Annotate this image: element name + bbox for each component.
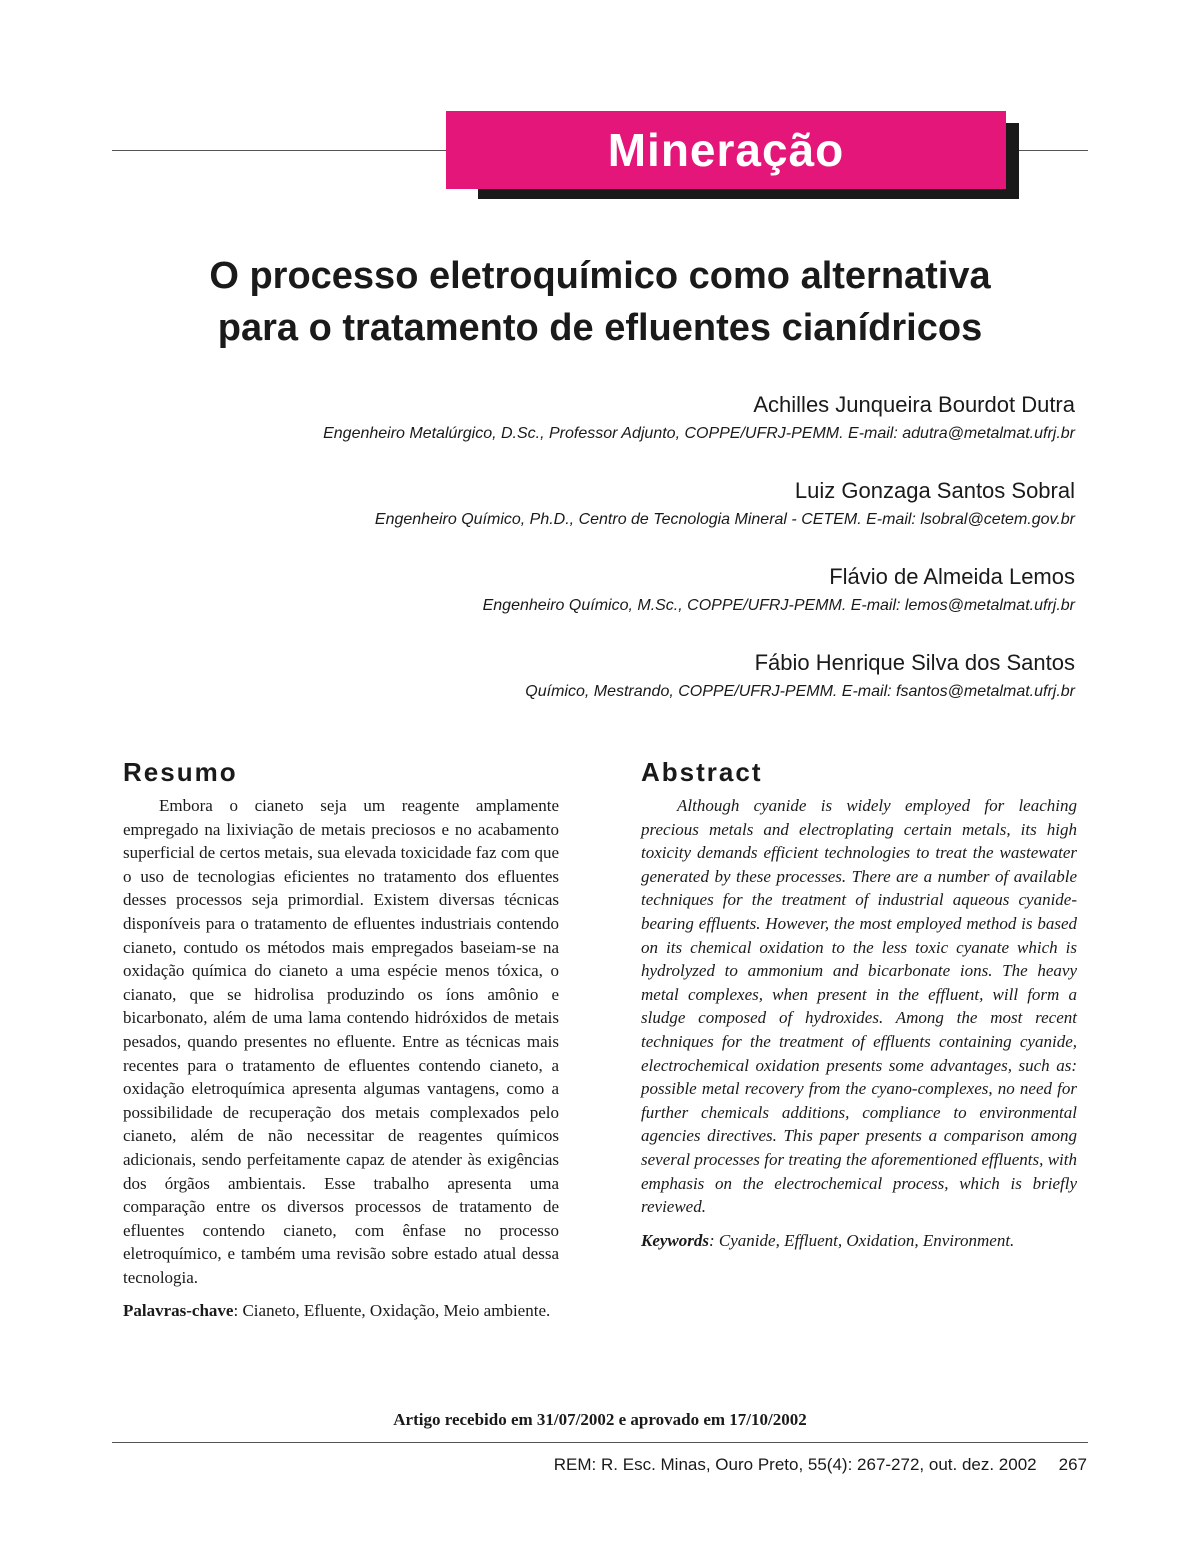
journal-citation: REM: R. Esc. Minas, Ouro Preto, 55(4): 267-272, out. dez. 2002 bbox=[553, 1455, 1037, 1474]
section-banner-label: Mineração bbox=[607, 124, 845, 176]
author-affiliation: Químico, Mestrando, COPPE/UFRJ-PEMM. E-mail: fsantos@metalmat.ufrj.br bbox=[525, 683, 1075, 700]
article-title bbox=[100, 250, 1100, 354]
resumo-heading: Resumo bbox=[123, 757, 238, 787]
footer-rule bbox=[112, 1442, 1088, 1443]
abstract-keywords-list: : Cyanide, Effluent, Oxidation, Environment. bbox=[709, 1230, 1015, 1250]
resumo-keywords-list: : Cianeto, Efluente, Oxidação, Meio ambiente. bbox=[233, 1301, 551, 1321]
abstract-keywords bbox=[641, 1229, 1077, 1253]
author-name: Luiz Gonzaga Santos Sobral bbox=[794, 478, 1075, 503]
author-block-2 bbox=[375, 477, 1075, 532]
resumo-body: Embora o cianeto seja um reagente amplamente empregado na lixiviação de metais preciosos e no acabamento superficial de certos metais, sua elevada toxicidade faz com que o uso de tecnologias eficientes no tratamento dos efluentes desses processos seja primordial. Existem diversas técnicas disponíveis para o tratamento de efluentes industriais contendo cianeto, contudo os métodos mais empregados baseiam-se na oxidação química do cianeto a uma espécie menos tóxica, o cianato, que se hidrolisa produzindo os íons amônio e bicarbonato, além de uma lama contendo hidróxidos de metais pesados, quando presentes no efluente. Entre as técnicas mais recentes para o tratamento de efluentes contendo cianeto, a oxidação eletroquímica apresenta algumas vantagens, como a possibilidade de recuperação dos metais complexados pelo cianeto, além de não necessitar de reagentes químicos adicionais, sendo perfeitamente capaz de atender às exigências dos órgãos ambientais. Esse trabalho apresenta uma comparação entre os diversos processos de tratamento de efluentes contendo cianeto, com ênfase no processo eletroquímico, e também uma revisão sobre estado atual dessa tecnologia. bbox=[123, 796, 559, 1287]
author-affiliation: Engenheiro Químico, M.Sc., COPPE/UFRJ-PEMM. E-mail: lemos@metalmat.ufrj.br bbox=[482, 597, 1075, 614]
author-name: Fábio Henrique Silva dos Santos bbox=[754, 650, 1075, 675]
resumo-keywords bbox=[123, 1299, 559, 1323]
footer bbox=[554, 1455, 1087, 1475]
author-affiliation: Engenheiro Metalúrgico, D.Sc., Professor Adjunto, COPPE/UFRJ-PEMM. E-mail: adutra@metalmat.ufrj.br bbox=[323, 425, 1075, 442]
received-approved-line: Artigo recebido em 31/07/2002 e aprovado em 17/10/2002 bbox=[393, 1410, 807, 1429]
abstract-keywords-label: Keywords bbox=[641, 1230, 709, 1250]
section-banner bbox=[446, 111, 1006, 189]
resumo-keywords-label: Palavras-chave bbox=[123, 1301, 234, 1321]
header-rule-left bbox=[112, 150, 446, 151]
author-block-3 bbox=[483, 563, 1075, 618]
author-block-1 bbox=[323, 391, 1075, 446]
abstract-body: Although cyanide is widely employed for leaching precious metals and electroplating certain metals, its high toxicity demands efficient technologies to treat the wastewater generated by these processes. There are a number of available techniques for the treatment of industrial aqueous cyanide-bearing effluents. However, the most employed method is based on its chemical oxidation to the less toxic cyanate which is hydrolyzed to ammonium and bicarbonate ions. The heavy metal complexes, when present in the effluent, will form a sludge composed of hydroxides. Among the most recent techniques for the treatment of effluents containing cyanide, electrochemical oxidation presents some advantages, such as: possible metal recovery from the cyano-complexes, no need for further chemicals additions, compliance to environmental agencies directives. This paper presents a comparison among several processes for treating the aforementioned effluents, with emphasis on the electrochemical process, which is briefly reviewed. bbox=[641, 796, 1077, 1217]
title-line-1: O processo eletroquímico como alternativa bbox=[209, 255, 991, 297]
author-block-4 bbox=[525, 649, 1075, 704]
author-name: Flávio de Almeida Lemos bbox=[829, 564, 1075, 589]
header-rule-right bbox=[1019, 150, 1088, 151]
page-number: 267 bbox=[1058, 1455, 1087, 1474]
resumo-column bbox=[123, 794, 559, 1323]
title-line-2: para o tratamento de efluentes cianídricos bbox=[217, 307, 983, 349]
author-name: Achilles Junqueira Bourdot Dutra bbox=[753, 392, 1075, 417]
abstract-heading: Abstract bbox=[641, 757, 763, 787]
author-affiliation: Engenheiro Químico, Ph.D., Centro de Tecnologia Mineral - CETEM. E-mail: lsobral@cetem.gov.br bbox=[374, 511, 1075, 528]
abstract-column bbox=[641, 794, 1077, 1252]
